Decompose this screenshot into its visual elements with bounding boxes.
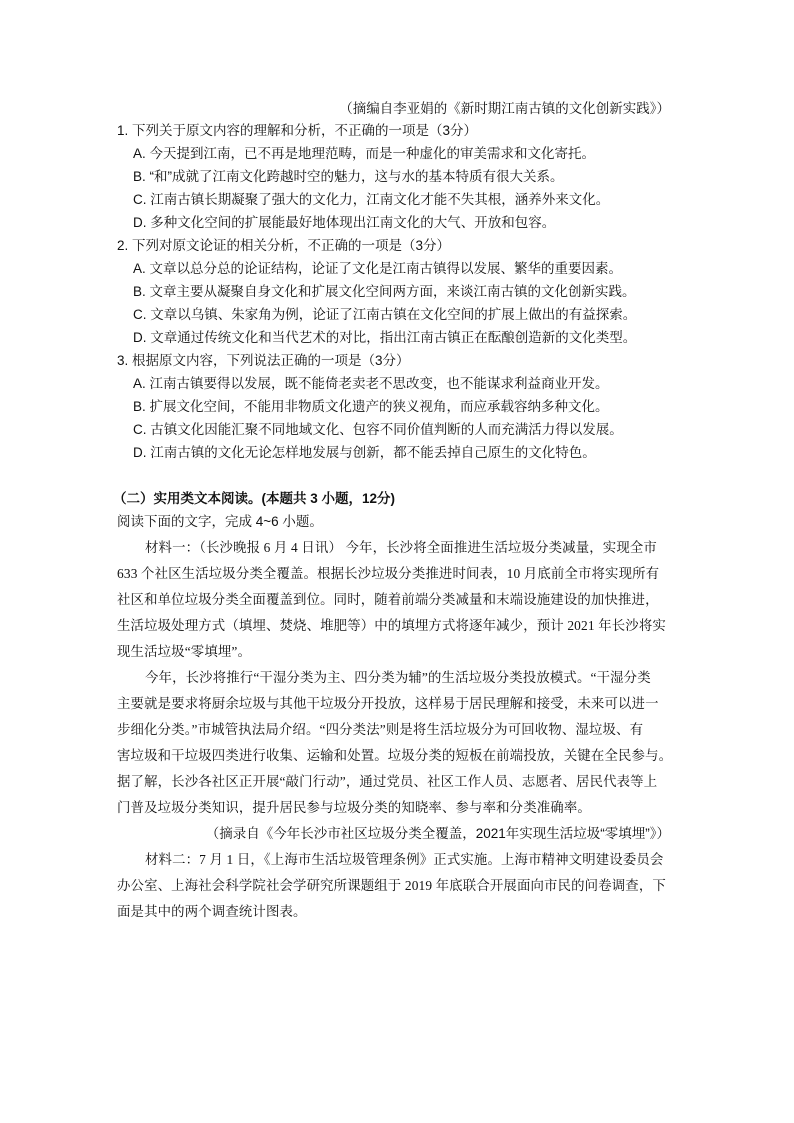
question-1-option-b: B. “和”成就了江南文化跨越时空的魅力，这与水的基本特质有很大关系。 [133, 169, 564, 184]
question-3-option-d: D. 江南古镇的文化无论怎样地发展与创新，都不能丢掉自己原生的文化特色。 [133, 445, 596, 460]
instruction-text: 阅读下面的文字，完成 4~6 小题。 [117, 514, 323, 529]
source-citation-1: （摘编自李亚娟的《新时期江南古镇的文化创新实践》） [339, 101, 670, 116]
material-1-line: 社区和单位垃圾分类全面覆盖到位。同时，随着前端分类减量和末端设施建设的加快推进， [117, 592, 659, 607]
material-1-line: 门普及垃圾分类知识，提升居民参与垃圾分类的知晓率、参与率和分类准确率。 [117, 800, 591, 815]
material-1-line: 633 个社区生活垃圾分类全覆盖。根据长沙垃圾分类推进时间表，10 月底前全市将实现所有 [117, 566, 660, 581]
question-1-option-d: D. 多种文化空间的扩展能最好地体现出江南文化的大气、开放和包容。 [133, 215, 556, 230]
section-heading: （二）实用类文本阅读。(本题共 3 小题，12分) [113, 491, 396, 506]
material-2-line: 办公室、上海社会科学院社会学研究所课题组于 2019 年底联合开展面向市民的问卷调查，下 [117, 878, 666, 893]
question-2-option-d: D. 文章通过传统文化和当代艺术的对比，指出江南古镇正在酝酿创造新的文化类型。 [133, 330, 637, 345]
material-1-line: 据了解，长沙各社区正开展“敲门行动”，通过党员、社区工作人员、志愿者、居民代表等上 [117, 774, 658, 789]
question-2-stem: 2. 下列对原文论证的相关分析，不正确的一项是（3分） [117, 238, 451, 253]
material-2-line: 材料二：7 月 1 日，《上海市生活垃圾管理条例》正式实施。上海市精神文明建设委员会 [145, 852, 664, 867]
question-1-option-a: A. 今天提到江南，已不再是地理范畴，而是一种虚化的审美需求和文化寄托。 [133, 146, 596, 161]
question-2-option-b: B. 文章主要从凝聚自身文化和扩展文化空间两方面，来谈江南古镇的文化创新实践。 [133, 284, 636, 299]
material-1-line: 生活垃圾处理方式（填埋、焚烧、堆肥等）中的填埋方式将逐年减少，预计 2021 年长沙将实 [117, 618, 666, 633]
question-2-option-a: A. 文章以总分总的论证结构，论证了文化是江南古镇得以发展、繁华的重要因素。 [133, 261, 623, 276]
material-1-line: 害垃圾和干垃圾四类进行收集、运输和处置。垃圾分类的短板在前端投放，关键在全民参与。 [117, 748, 673, 763]
question-3-option-a: A. 江南古镇要得以发展，既不能倚老卖老不思改变，也不能谋求利益商业开发。 [133, 376, 609, 391]
question-3-stem: 3. 根据原文内容，下列说法正确的一项是（3分） [117, 353, 410, 368]
source-citation-2: （摘录自《今年长沙市社区垃圾分类全覆盖，2021年实现生活垃圾“零填埋”》） [205, 826, 670, 841]
question-1-stem: 1. 下列关于原文内容的理解和分析，不正确的一项是（3分） [117, 123, 478, 138]
question-3-option-b: B. 扩展文化空间，不能用非物质文化遗产的狭义视角，而应承载容纳多种文化。 [133, 399, 609, 414]
question-2-option-c: C. 文章以乌镇、朱家角为例，论证了江南古镇在文化空间的扩展上做出的有益探索。 [133, 307, 637, 322]
material-1-line: 主要就是要求将厨余垃圾与其他干垃圾分开投放，这样易于居民理解和接受，未来可以进一 [117, 696, 659, 711]
material-1-line: 步细化分类。”市城管执法局介绍。“四分类法”则是将生活垃圾分为可回收物、湿垃圾、有 [117, 722, 644, 737]
material-1-line: 现生活垃圾“零填埋”。 [117, 644, 252, 659]
material-2-line: 面是其中的两个调查统计图表。 [117, 904, 307, 919]
material-1-line: 今年，长沙将推行“干湿分类为主、四分类为辅”的生活垃圾分类投放模式。“干湿分类 [145, 670, 651, 685]
question-1-option-c: C. 江南古镇长期凝聚了强大的文化力，江南文化才能不失其根，涵养外来文化。 [133, 192, 610, 207]
question-3-option-c: C. 古镇文化因能汇聚不同地域文化、包容不同价值判断的人而充满活力得以发展。 [133, 422, 623, 437]
material-1-line: 材料一：（长沙晚报 6 月 4 日讯） 今年，长沙将全面推进生活垃圾分类减量，实现全市 [145, 540, 657, 555]
